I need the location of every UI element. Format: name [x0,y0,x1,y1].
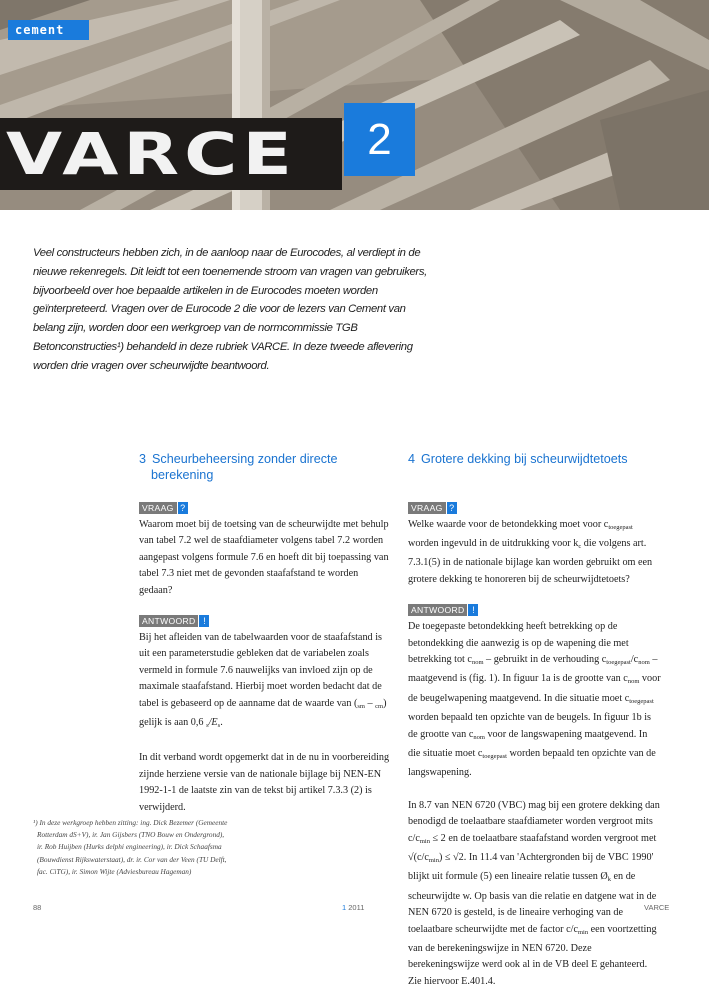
subscript: min [428,857,439,864]
footnote-marker: ¹) [33,818,38,827]
answer-text: worden bepaald ten opzichte van de langswapening. [408,747,656,779]
question-tag [408,502,662,514]
answer-text: en de scheurwijdte w. Op basis van die relatie en datgene wat in de NEN 6720 is gesteld, is de lineaire verhoging van de toelaatbare scheurwijdte met de factor c/c [408,871,657,935]
footnote-line: ir. Rob Huijben (Hurks delphi engineering), ir. Dick Schaafsma [37,842,222,852]
question-tag [139,502,393,514]
cement-logo: cement [8,20,89,40]
answer-text: /c [630,653,639,665]
footnote-line: Rotterdam dS+V), ir. Jan Gijsbers (TNO Bouw en Ondergrond), [37,830,225,840]
answer-text: – gebruikt in de verhouding c [483,653,607,665]
section-number: 4 [408,452,416,466]
answer-text: /E [208,717,218,729]
header-photo [0,0,709,210]
answer-text: ≤ 2 en de toelaatbare staafafstand worden vergroot met √(c/c [408,832,657,863]
subscript: s [206,722,209,730]
section-name: VARCE [644,903,670,912]
issue-year: 2011 [348,903,365,912]
question-text-part: worden ingevuld in de uitdrukking voor k [408,537,579,549]
answer-label: ANTWOORD [139,615,198,627]
subscript: k [607,876,611,884]
answer-tag [139,615,393,627]
subscript: nom [473,733,485,741]
answer-tag [408,604,662,616]
answer-paragraph-2 [408,798,662,990]
question-text: Waarom moet bij de toetsing van de scheurwijdte met behulp van tabel 7.2 wel de staafdiameter volgens tabel 7.2 worden aangepast volgens formule 7.6 en hoeft dit bij toepassing van tabel 7.3 niet met de gevonden staafafstand te worden gedaan? [139,519,389,596]
answer-text: ) ≤ √2. In 11.4 van 'Achtergronden bij de VBC 1990' blijkt uit formule (5) een lineaire relatie tussen Ø [408,852,654,883]
subscript: toegepast [606,658,631,666]
exclamation-icon: ! [199,615,209,627]
answer-text: een voortzetting van de berekeningswijze in NEN 6720. Deze berekeningswijze werd ook al in de VB deel E gehanteerd. Zie hiervoor E.401.4. [408,923,657,987]
section-title-line2: berekening [151,467,214,482]
question-mark-icon: ? [447,502,457,514]
rubric-title: VARCE [6,120,297,188]
answer-label: ANTWOORD [408,604,467,616]
section-number: 3 [139,452,147,466]
question-text-part: Welke waarde voor de betondekking moet voor c [408,518,609,530]
subscript: c [578,542,582,550]
issue-label [342,903,364,912]
answer-text: voor de langswapening maatgevend. In die situatie moet c [408,728,648,759]
answer-text: voor de beugelwapening maatgevend. In die situatie moet c [408,673,661,704]
answer-text: De toegepaste betondekking heeft betrekking op de betondekking die aanwezig is op de wapening die met betrekking tot c [408,621,629,665]
answer-paragraph-1 [139,630,393,734]
answer-paragraph-2: In dit verband wordt opgemerkt dat in de nu in voorbereiding zijnde herziene versie van de nationale bijlage bij NEN-EN 1992-1-1 de laatste zin van de tekst bij artikel 7.3.3 (2) is verwijderd. [139,752,390,813]
footnote-line: In deze werkgroep hebben zitting: ing. Dick Bezemer (Gemeente [39,818,228,827]
answer-text: – maatgevend is (fig. 1). In figuur 1a is de grootte van c [408,653,658,685]
section-title: Grotere dekking bij scheurwijdtetoets [421,452,628,466]
subscript: toegepast [482,752,507,760]
answer-paragraph-1 [408,619,662,782]
subscript: nom [471,658,484,666]
footnote-line: (Bouwdienst Rijkswaterstaat), dr. ir. Cor van der Veen (TU Delft, [37,854,227,864]
subscript: cm [375,702,384,710]
section-3-title [139,452,393,483]
section-title-line1: Scheurbeheersing zonder directe [152,452,338,466]
issue-number: 1 [342,903,347,912]
section-4 [408,452,662,1006]
subscript: toegepast [608,523,633,531]
page-number: 88 [33,903,42,912]
answer-text: ) gelijk is aan 0,6 [139,697,387,729]
question-text [408,517,662,589]
subscript: toegepast [629,697,654,705]
subscript: min [419,837,430,845]
question-label: VRAAG [139,502,177,514]
answer-text: worden bepaald ten opzichte van de beugels. In figuur 1b is de grootte van c [408,712,652,740]
question-text-part: die volgens art. 7.3.1(5) in de nationale bijlage kan worden gebruikt om een grotere dekking te honoreren bij de scheurwijdtetoets? [408,537,653,585]
section-4-title [408,452,662,468]
subscript: s [217,722,221,730]
answer-text: Bij het afleiden van de tabelwaarden voor de staafafstand is uit een parameterstudie gebleken dat de variabelen zoals vermeld in formule 7.6 nauwelijks van invloed zijn op de maximale staafafstand. Hierbij moet worden bedacht dat de tabel is gebaseerd op de aanname dat de waarde van ( [139,632,382,709]
footnote-line: fac. CiTG), ir. Simon Wijte (Adviesbureau Hageman) [37,866,192,876]
answer-text: In 8.7 van NEN 6720 (VBC) mag bij een grotere dekking dan benodigd de toelaatbare staafdiameter worden vergroot mits c/c [408,799,660,844]
subscript: nom [638,658,650,666]
exclamation-icon: ! [468,604,478,616]
intro-text: Veel constructeurs hebben zich, in de aanloop naar de Eurocodes, al verdiept in de nieuwe rekenregels. Dit leidt tot een toenemende stroom van vragen van gebruikers, bijvoorbeeld over hoe bepaalde artikelen in de Eurocodes moeten worden geïnterpreteerd. Vragen over de Eurocode 2 die voor de lezers van Cement van belang zijn, worden door een werkgroep van de normcommissie TGB Betonconstructies¹) behandeld in deze rubriek VARCE. In deze tweede aflevering worden drie vragen over scheurwijdte beantwoord. [33,247,427,372]
subscript: min [577,928,589,936]
subscript: nom [627,678,640,686]
footnote [33,817,273,878]
answer-text: – [364,697,376,709]
rubric-number: 2 [344,103,415,176]
answer-text: . [220,717,223,729]
subscript: sm [357,702,365,710]
question-mark-icon: ? [178,502,188,514]
section-3 [139,452,393,832]
question-label: VRAAG [408,502,446,514]
